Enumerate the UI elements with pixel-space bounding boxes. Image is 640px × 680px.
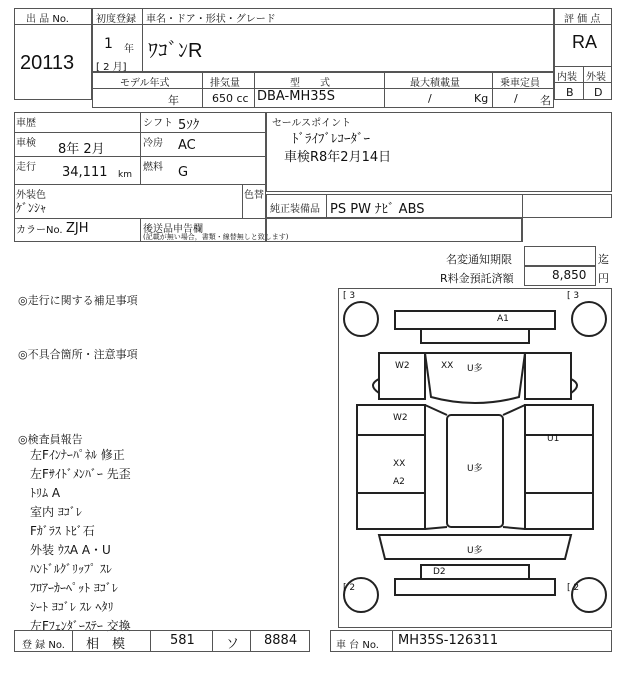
sales-point-label: セールスポイント: [272, 118, 352, 129]
displacement-label: 排気量: [210, 78, 240, 89]
capacity-unit: 名: [540, 94, 551, 107]
ac-label: 冷房: [143, 138, 163, 149]
mileage-label: 走行: [16, 162, 36, 173]
damage-mark: D2: [433, 567, 446, 577]
first-registration-year: 1: [104, 36, 113, 52]
defects-heading: ◎不具合箇所・注意事項: [18, 348, 138, 361]
damage-mark: XX: [441, 361, 454, 371]
first-registration-label: 初度登録: [96, 14, 136, 25]
exterior-color-value: ｹﾞﾝｼｬ: [16, 201, 47, 215]
exterior-score: D: [594, 86, 603, 99]
damage-diagram: [338, 288, 612, 628]
registration-class: 581: [170, 633, 195, 648]
inspector-report-line: ﾊﾝﾄﾞﾙｸﾞﾘｯﾌﾟ ｽﾚ: [30, 562, 112, 576]
diagram-corner-top-right: [ 3: [567, 291, 580, 301]
inspector-report-line: ｼｰﾄ ﾖｺﾞﾚ ｽﾚ ﾍﾀﾘ: [30, 600, 114, 614]
inspector-report-heading: ◎検査員報告: [18, 433, 83, 446]
mileage-unit: km: [118, 170, 132, 180]
history-label: 車歴: [16, 118, 36, 129]
recycle-fee-unit: 円: [598, 272, 609, 285]
max-load-unit: Kg: [474, 92, 489, 105]
damage-mark: U多: [467, 464, 483, 474]
aftermarket-label: 後送品申告欄: [143, 224, 203, 235]
inspection-value: 8年 2月: [58, 142, 105, 157]
name-change-deadline-field: [524, 246, 596, 266]
damage-mark: U多: [467, 546, 483, 556]
driving-notes-heading: ◎走行に関する補足事項: [18, 294, 138, 307]
chassis-label: 車 台 No.: [336, 640, 379, 651]
model-type: DBA-MH35S: [257, 89, 336, 104]
inspection-label: 車検: [16, 138, 36, 149]
overall-score: RA: [572, 32, 598, 52]
model-year-unit: 年: [168, 94, 179, 107]
inspector-report-line: 左Fｲﾝﾅｰﾊﾟﾈﾙ 修正: [30, 448, 125, 462]
model-year-label: モデル年式: [120, 78, 170, 89]
exterior-color-label: 外装色: [16, 190, 46, 201]
type-label: 型 式: [290, 78, 330, 89]
score-label: 評 価 点: [564, 14, 601, 25]
damage-mark: A2: [393, 477, 405, 487]
sales-point-line-2: 車検R8年2月14日: [284, 150, 392, 165]
recycle-fee-label: R料金預託済額: [440, 272, 514, 285]
inspector-report-line: 左Fﾌｪﾝﾀﾞｰｽﾃｰ 交換: [30, 619, 131, 633]
displacement-value: 650 cc: [212, 92, 249, 105]
year-unit: 年: [124, 44, 134, 55]
registration-area: 相 模: [86, 637, 126, 652]
exterior-label: 外装: [586, 72, 606, 83]
damage-mark: A1: [497, 314, 509, 324]
car-name-label: 車名・ドア・形状・グレード: [146, 14, 276, 25]
name-change-deadline-label: 名変通知期限: [446, 253, 512, 266]
damage-mark: W2: [393, 413, 408, 423]
first-registration-month: [ 2 月]: [96, 62, 127, 73]
color-number-label: カラーNo.: [16, 225, 63, 236]
inspector-report-line: Fｶﾞﾗｽ ﾄﾋﾞ石: [30, 524, 95, 538]
lot-number: 20113: [20, 52, 75, 74]
capacity-label: 乗車定員: [500, 78, 540, 89]
car-outline-diagram: [339, 289, 611, 627]
inspector-report-line: 外装 ｳｽA A・U: [30, 543, 111, 557]
name-change-unit: 迄: [598, 253, 609, 266]
aftermarket-note: (記載が無い場合，書類・線替無しと致します): [143, 233, 289, 241]
aftermarket-field: [266, 218, 522, 242]
registration-number: 8884: [264, 633, 298, 648]
interior-label: 内装: [557, 72, 577, 83]
diagram-corner-top-left: [ 3: [343, 291, 356, 301]
damage-mark: U多: [467, 364, 483, 374]
recycle-fee-value: 8,850: [552, 268, 587, 282]
max-load-value: /: [428, 92, 432, 105]
equipment-value: PS PW ﾅﾋﾞ ABS: [330, 202, 425, 217]
inspector-report-line: 左Fｻｲﾄﾞﾒﾝﾊﾞｰ 先歪: [30, 467, 131, 481]
fuel-value: G: [178, 165, 189, 180]
inspector-report-line: ﾄﾘﾑ A: [30, 486, 61, 500]
interior-score: B: [566, 86, 574, 99]
color-change-label: 色替: [244, 190, 264, 201]
registration-kana: ソ: [226, 637, 240, 652]
fuel-label: 燃料: [143, 162, 163, 173]
lot-number-label: 出 品 No.: [26, 14, 69, 25]
equipment-label: 純正装備品: [270, 204, 320, 215]
shift-value: 5ｿｸ: [178, 118, 200, 133]
damage-mark: XX: [393, 459, 406, 469]
shift-label: シフト: [143, 118, 173, 129]
registration-label: 登 録 No.: [22, 640, 65, 651]
car-name: ﾜｺﾞﾝR: [148, 40, 203, 62]
max-load-label: 最大積載量: [410, 78, 460, 89]
diagram-corner-bottom-left: [ 2: [343, 583, 356, 593]
damage-mark: W2: [395, 361, 410, 371]
damage-mark: U1: [547, 434, 560, 444]
color-number-value: ZJH: [66, 221, 89, 236]
inspector-report-line: 室内 ﾖｺﾞﾚ: [30, 505, 82, 519]
ac-value: AC: [178, 138, 196, 153]
capacity-value: /: [514, 92, 518, 105]
sales-point-line-1: ﾄﾞﾗｲﾌﾞﾚｺｰﾀﾞｰ: [292, 132, 370, 147]
mileage-value: 34,111: [62, 165, 108, 180]
chassis-number: MH35S-126311: [398, 633, 499, 648]
inspector-report-line: ﾌﾛｱｰｶｰﾍﾟｯﾄ ﾖｺﾞﾚ: [30, 581, 118, 595]
diagram-corner-bottom-right: [ 2: [567, 583, 580, 593]
